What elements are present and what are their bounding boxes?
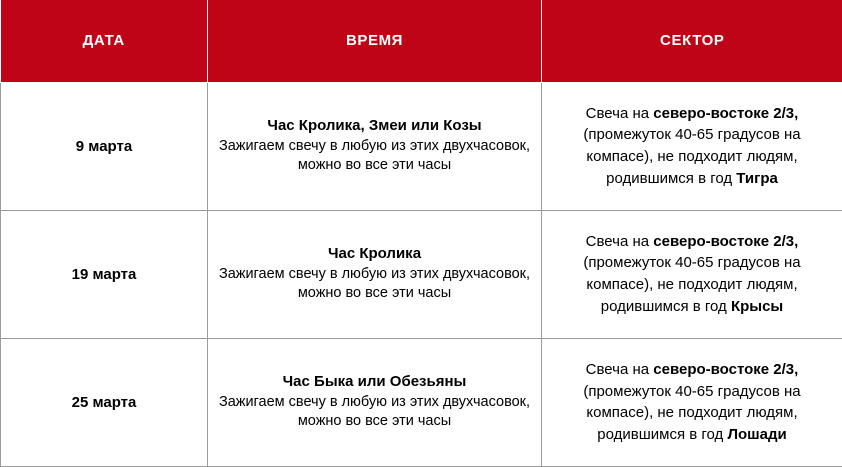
sector-text-direction: северо-востоке 2/3,	[653, 360, 799, 378]
cell-time-note: Зажигаем свечу в любую из этих двухчасовок, можно во все эти часы	[218, 393, 531, 430]
cell-time	[208, 210, 542, 338]
sector-text-direction: северо-востоке 2/3,	[653, 104, 799, 122]
table-header	[1, 0, 842, 82]
table-row	[1, 338, 842, 466]
table-body	[1, 82, 842, 467]
cell-sector	[542, 338, 842, 466]
cell-time-title: Час Быка или Обезьяны	[282, 372, 467, 390]
sector-text-lead: Свеча на	[585, 104, 654, 122]
cell-sector	[542, 82, 842, 210]
cell-time-note: Зажигаем свечу в любую из этих двухчасовок, можно во все эти часы	[218, 137, 531, 174]
sector-text-animal: Тигра	[736, 169, 778, 187]
cell-time	[208, 338, 542, 466]
cell-time-title: Час Кролика, Змеи или Козы	[267, 116, 482, 134]
table-row	[1, 210, 842, 338]
sector-text-animal: Крысы	[730, 297, 784, 315]
cell-date: 19 марта	[1, 210, 208, 338]
column-header-sector: СЕКТОР	[542, 0, 842, 82]
column-header-date: ДАТА	[1, 0, 208, 82]
sector-text-lead: Свеча на	[585, 232, 654, 250]
table-header-row	[1, 0, 842, 82]
cell-time-note: Зажигаем свечу в любую из этих двухчасовок, можно во все эти часы	[218, 265, 531, 302]
sector-text-body: (промежуток 40-65 градусов на компасе), не подходит людям, родившимся в год	[583, 382, 801, 444]
cell-date: 9 марта	[1, 82, 208, 210]
sector-text-animal: Лошади	[727, 426, 787, 444]
column-header-time: ВРЕМЯ	[208, 0, 542, 82]
sector-text-body: (промежуток 40-65 градусов на компасе), не подходит людям, родившимся в год	[583, 126, 801, 187]
sector-text-lead: Свеча на	[585, 360, 654, 378]
cell-sector	[542, 210, 842, 338]
table-row	[1, 82, 842, 210]
cell-time-title: Час Кролика	[327, 244, 422, 262]
sector-text-direction: северо-востоке 2/3,	[653, 232, 799, 250]
cell-date: 25 марта	[1, 338, 208, 466]
sector-text-body: (промежуток 40-65 градусов на компасе), не подходит людям, родившимся в год	[583, 254, 801, 315]
cell-time	[208, 82, 542, 210]
